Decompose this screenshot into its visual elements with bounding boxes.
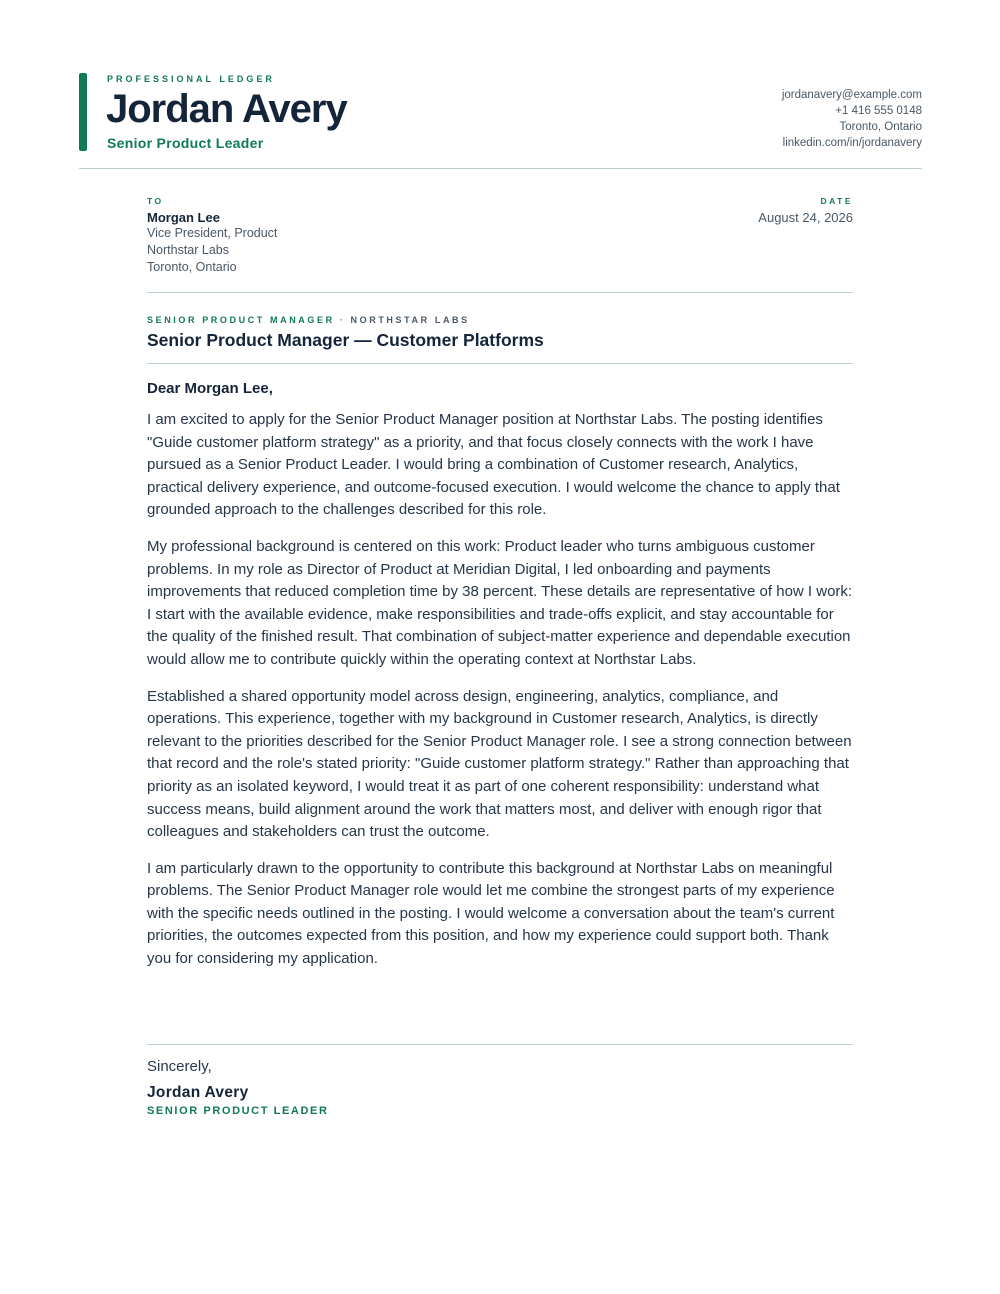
position-eyebrow-separator: ·	[334, 315, 351, 325]
sender-name: Jordan Avery	[106, 87, 347, 131]
signature-name: Jordan Avery	[147, 1084, 249, 1101]
contact-block	[782, 87, 922, 151]
closing-block	[147, 1058, 853, 1117]
contact-linkedin[interactable]: linkedin.com/in/jordanavery	[782, 137, 922, 149]
contact-location: Toronto, Ontario	[839, 121, 922, 133]
position-title: Senior Product Manager — Customer Platforms	[147, 330, 544, 350]
salutation: Dear Morgan Lee,	[147, 380, 273, 397]
recipient-location: Toronto, Ontario	[147, 260, 237, 274]
position-divider	[147, 363, 853, 364]
letterhead	[79, 73, 922, 169]
meta-divider	[147, 292, 853, 293]
date-block	[758, 196, 853, 225]
recipient-title: Vice President, Product	[147, 226, 278, 240]
header-divider	[79, 168, 922, 169]
signoff: Sincerely,	[147, 1058, 212, 1075]
sender-role: Senior Product Leader	[107, 135, 264, 151]
closing-divider	[147, 1044, 853, 1045]
date-label: DATE	[820, 196, 853, 206]
letter-date: August 24, 2026	[758, 210, 853, 225]
recipient-company: Northstar Labs	[147, 243, 229, 257]
position-heading	[147, 315, 853, 351]
signature-title: SENIOR PRODUCT LEADER	[147, 1105, 329, 1117]
letter-body	[147, 380, 853, 985]
body-paragraph: I am particularly drawn to the opportunity to contribute this background at Northstar Labs on meaningful problems. The Senior Product Manager role would let me combine the strongest parts of my experience with the specific needs outlined in the posting. I would welcome a conversation about the team's current priorities, the outcomes expected from this position, and how my experience could support both. Thank you for considering my application.	[147, 859, 835, 968]
accent-bar	[79, 73, 87, 151]
body-paragraph: My professional background is centered on this work: Product leader who turns ambiguous customer problems. In my role as Director of Product at Meridian Digital, I led onboarding and payments improvements that reduced completion time by 38 percent. These details are representative of how I work: I start with the available evidence, make responsibilities and trade-offs explicit, and stay accountable for the quality of the finished result. That combination of subject-matter experience and dependable execution would allow me to contribute quickly within the operating context at Northstar Labs.	[147, 537, 853, 668]
letter-meta	[147, 196, 853, 292]
contact-email[interactable]: jordanavery@example.com	[781, 89, 922, 101]
body-paragraph: Established a shared opportunity model across design, engineering, analytics, compliance, and operations. This experience, together with my background in Customer research, Analytics, is directly relevant to the priorities described for the Senior Product Manager role. I see a strong connection between that record and the role's stated priority: "Guide customer platform strategy." Rather than approaching that priority as an isolated keyword, I would treat it as part of one coherent responsibility: understand what success means, build alignment around the work that matters most, and deliver with enough rigor that colleagues and stakeholders can trust the outcome.	[147, 687, 852, 841]
position-eyebrow-org: NORTHSTAR LABS	[350, 315, 470, 325]
recipient-block	[147, 196, 277, 276]
position-eyebrow	[147, 315, 853, 325]
contact-phone: +1 416 555 0148	[835, 105, 922, 117]
recipient-name: Morgan Lee	[147, 210, 220, 225]
position-eyebrow-role: SENIOR PRODUCT MANAGER	[147, 315, 335, 325]
recipient-label: TO	[147, 196, 164, 206]
letterhead-eyebrow: PROFESSIONAL LEDGER	[107, 74, 275, 84]
body-paragraph: I am excited to apply for the Senior Product Manager position at Northstar Labs. The posting identifies "Guide customer platform strategy" as a priority, and that focus closely connects with the work I have pursued as a Senior Product Leader. I would bring a combination of Customer research, Analytics, practical delivery experience, and outcome-focused execution. I would welcome the chance to apply that grounded approach to the challenges described for this role.	[147, 411, 840, 519]
